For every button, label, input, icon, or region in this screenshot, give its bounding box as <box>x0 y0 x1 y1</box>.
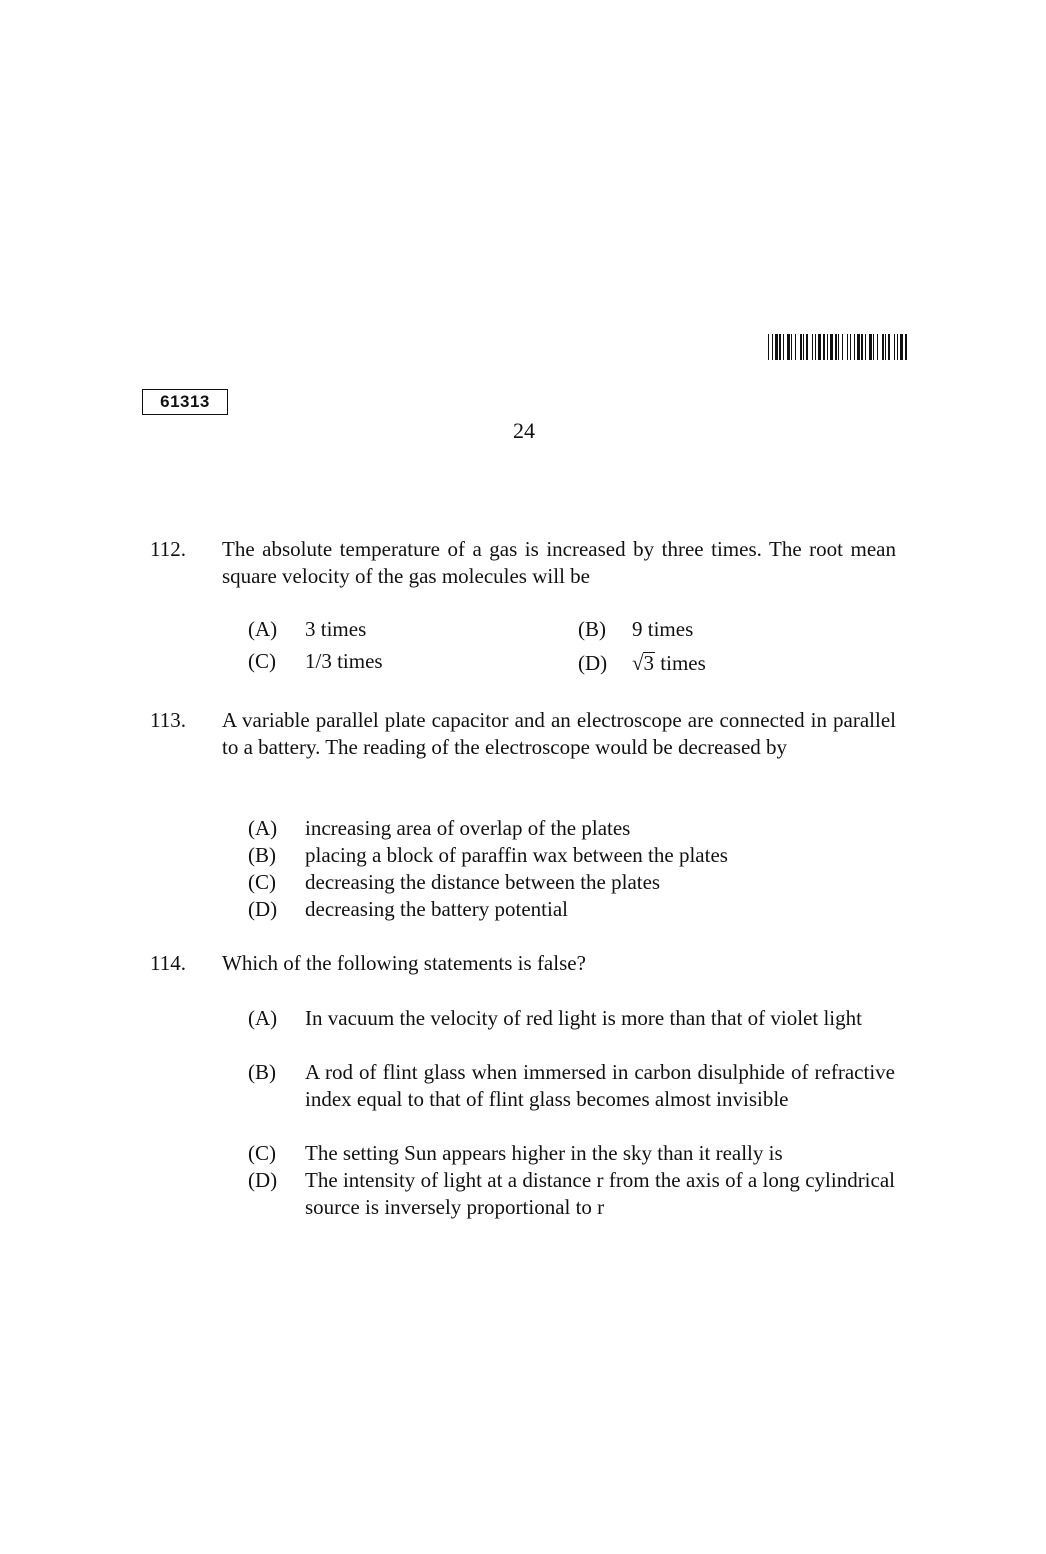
option-label: (B) <box>578 617 606 641</box>
square-root-symbol: √3 <box>632 651 655 675</box>
question-text: Which of the following statements is false? <box>222 951 586 975</box>
option-label: (C) <box>248 1141 276 1165</box>
option-label: (A) <box>248 1006 278 1030</box>
question-number: 112. <box>150 537 186 561</box>
question-number: 113. <box>150 708 186 732</box>
option-text: decreasing the battery potential <box>305 897 568 921</box>
option-label: (C) <box>248 870 276 894</box>
question-text: A variable parallel plate capacitor and an electroscope are connected in parallel to a battery. The reading of the electroscope would be decreased by <box>222 708 896 759</box>
option-text: The setting Sun appears higher in the sky than it really is <box>305 1141 783 1165</box>
option-text-suffix: times <box>660 651 706 675</box>
option-label: (B) <box>248 1060 276 1084</box>
option-label: (C) <box>248 649 276 673</box>
option-label: (A) <box>248 816 278 840</box>
option-text: 1/3 times <box>305 649 383 673</box>
option-text: 3 times <box>305 617 367 641</box>
option-text: decreasing the distance between the plates <box>305 870 661 894</box>
option-label: (A) <box>248 617 278 641</box>
radicand: 3 <box>643 651 655 675</box>
option-text: increasing area of overlap of the plates <box>305 816 631 840</box>
option-text <box>632 650 706 677</box>
page-number: 24 <box>513 418 535 443</box>
option-text: 9 times <box>632 617 694 641</box>
option-label: (D) <box>248 897 278 921</box>
option-text: placing a block of paraffin wax between the plates <box>305 843 728 867</box>
option-text: In vacuum the velocity of red light is more than that of violet light <box>305 1006 862 1030</box>
option-label: (D) <box>248 1168 278 1192</box>
paper-code-box: 61313 <box>142 389 228 415</box>
option-text: A rod of flint glass when immersed in carbon disulphide of refractive index equal to that of flint glass becomes almost invisible <box>305 1060 895 1111</box>
question-number: 114. <box>150 951 186 975</box>
barcode <box>768 334 908 360</box>
option-text: The intensity of light at a distance r from the axis of a long cylindrical source is inversely proportional to r <box>305 1168 895 1219</box>
question-text: The absolute temperature of a gas is increased by three times. The root mean square velocity of the gas molecules will be <box>222 537 896 588</box>
option-label: (D) <box>578 651 608 675</box>
option-label: (B) <box>248 843 276 867</box>
